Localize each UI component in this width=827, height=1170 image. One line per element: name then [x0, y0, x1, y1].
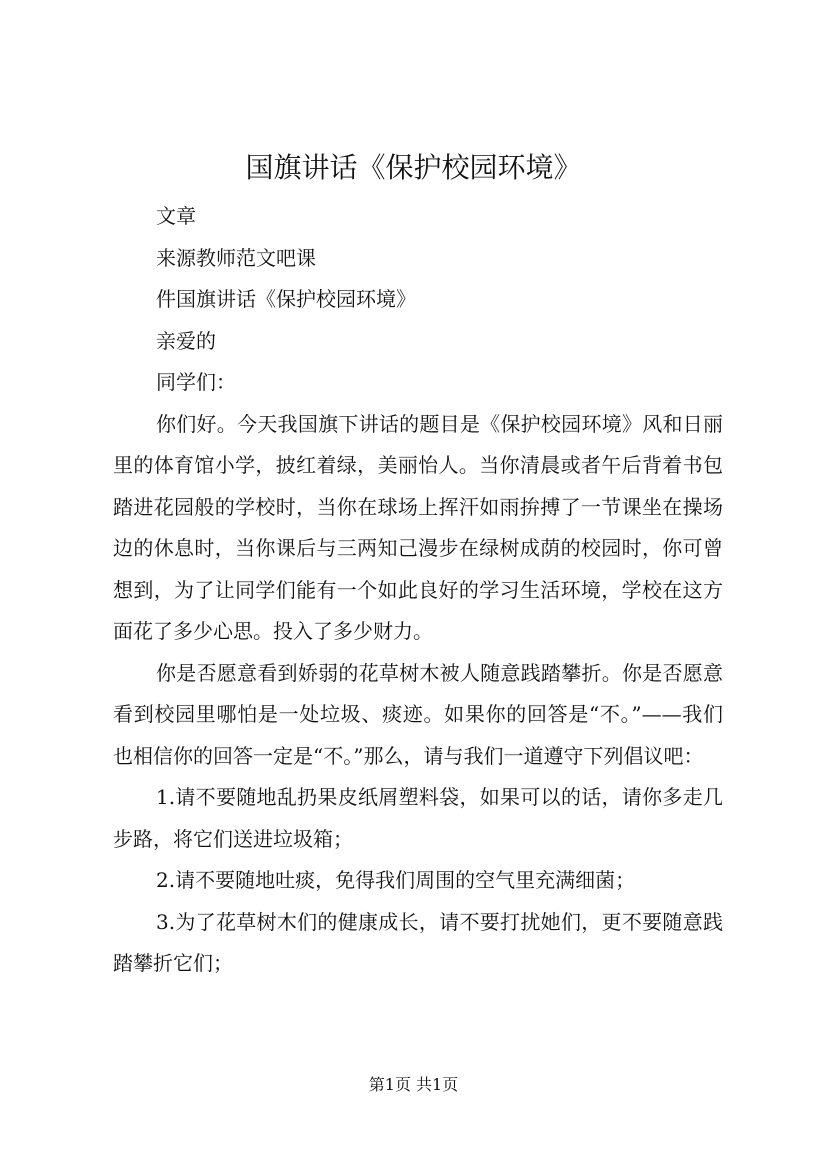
page-number-footer: 第1页 共1页: [368, 1075, 459, 1094]
paragraph: 1.请不要随地乱扔果皮纸屑塑料袋，如果可以的话，请你多走几步路，将它们送进垃圾箱；: [113, 785, 723, 851]
paragraph: 文章: [156, 204, 196, 228]
document-body: [113, 196, 723, 985]
paragraph: 亲爱的: [156, 328, 216, 353]
paragraph: 3.为了花草树木们的健康成长，请不要打扰她们，更不要随意践踏攀折它们；: [113, 909, 723, 975]
paragraph: 你们好。今天我国旗下讲话的题目是《保护校园环境》风和日丽里的体育馆小学，披红着绿，美丽怡人。当你清晨或者午后背着书包踏进花园般的学校时，当你在球场上挥汗如雨拚搏了一节课坐在操场边的休息时，当你课后与三两知己漫步在绿树成荫的校园时，你可曾想到，为了让同学们能有一个如此良好的学习生活环境，学校在这方面花了多少心思。投入了多少财力。: [113, 411, 723, 643]
paragraph: 同学们：: [156, 370, 236, 394]
paragraph: 件国旗讲话《保护校园环境》: [156, 287, 416, 311]
document-title: 国旗讲话《保护校园环境》: [245, 151, 582, 184]
paragraph: 你是否愿意看到娇弱的花草树木被人随意践踏攀折。你是否愿意看到校园里哪怕是一处垃圾、痰迹。如果你的回答是“不。”——我们也相信你的回答一定是“不。”那么，请与我们一道遵守下列倡议吧：: [113, 660, 723, 768]
paragraph: 2.请不要随地吐痰，免得我们周围的空气里充满细菌；: [156, 868, 636, 892]
paragraph: 来源教师范文吧课: [156, 245, 316, 270]
